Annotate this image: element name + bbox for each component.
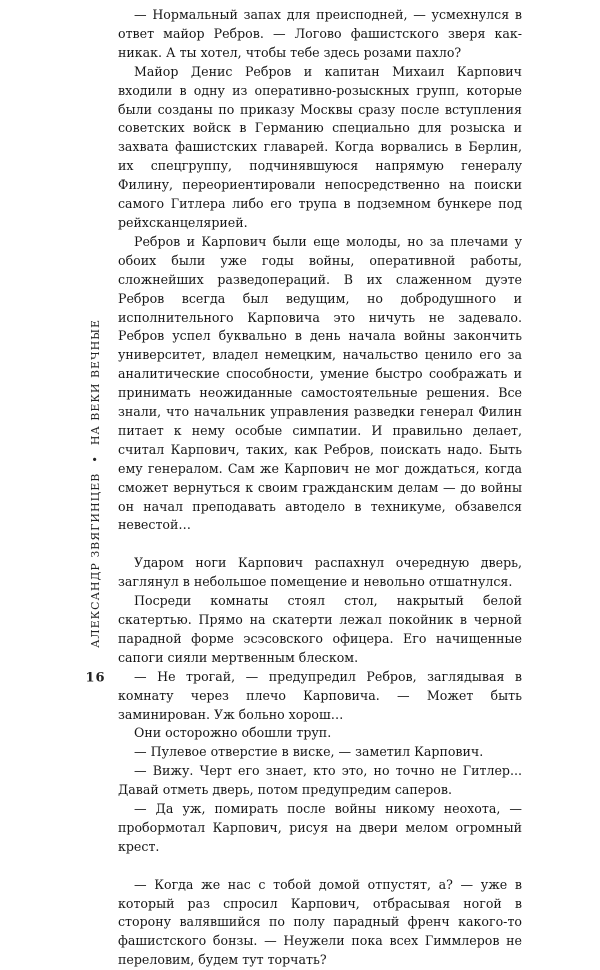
- running-header: [84, 18, 106, 688]
- paragraph: — Пулевое отверстие в виске, — заметил Карпович.: [134, 744, 484, 760]
- body-text: [118, 6, 522, 970]
- paragraph: — Вижу. Черт его знает, кто это, но точно не Гитлер... Давай отметь дверь, потом предупредим саперов.: [118, 763, 522, 798]
- paragraph: Посреди комнаты стоял стол, накрытый белой скатертью. Прямо на скатерти лежал покойник в черной парадной форме эсэсовского офицера. Его начищенные сапоги сияли мертвенным блеском.: [118, 593, 522, 665]
- book-title: НА ВЕКИ ВЕЧНЫЕ: [88, 318, 102, 446]
- paragraph: — Когда же нас с тобой домой отпустят, а? — уже в который раз спросил Карпович, отбрасывая ногой в сторону валявшийся по полу парадный френч какого-то фашистского бонзы. — Неужели пока всех Гиммлеров не переловим, будем тут торчать?: [118, 876, 522, 968]
- paragraph: — Не трогай, — предупредил Ребров, заглядывая в комнату через плечо Карповича. — Может быть заминирован. Уж больно хорош…: [118, 668, 522, 722]
- page-number: 16: [84, 670, 106, 686]
- paragraph: Они осторожно обошли труп.: [134, 725, 332, 741]
- paragraph: Ударом ноги Карпович распахнул очередную дверь, заглянул в небольшое помещение и невольно отшатнулся.: [118, 555, 522, 590]
- paragraph: Ребров и Карпович были еще молоды, но за плечами у обоих были уже годы войны, оперативной работы, сложнейших разведопераций. В их слаженном дуэте Ребров всегда был ведущим, но добродушного и исполнительного Карповича это ничуть не задевало. Ребров успел буквально в день начала войны закончить университет, владел немецким, начальство ценило его за аналитические способности, умение быстро соображать и принимать неожиданные самостоятельные решения. Все знали, что начальник управления разведки генерал Филин питает к нему особые симпатии. И правильно делает, считал Карпович, таких, как Ребров, поискать надо. Быть ему генералом. Сам же Карпович не мог дождаться, когда сможет вернуться к своим гражданским делам — до войны он начал преподавать автодело в техникуме, обзавелся невестой…: [118, 233, 522, 533]
- paragraph: Майор Денис Ребров и капитан Михаил Карпович входили в одну из оперативно-розыскных групп, которые были созданы по приказу Москвы сразу после вступления советских войск в Германию специально для розыска и захвата фашистских главарей. Когда ворвались в Берлин, их спецгруппу, подчинявшуюся напрямую генералу Филину, переориентировали непосредственно на поиски самого Гитлера либо его трупа в подземном бункере под рейхсканцелярией.: [118, 63, 522, 230]
- paragraph: — Нормальный запах для преисподней, — усмехнулся в ответ майор Ребров. — Логово фашистского зверя как-никак. А ты хотел, чтобы тебе здесь розами пахло?: [118, 7, 522, 60]
- header-separator: •: [88, 455, 102, 463]
- paragraph: — Да уж, помирать после войны никому неохота, — пробормотал Карпович, рисуя на двери мелом огромный крест.: [118, 801, 522, 854]
- author-name: АЛЕКСАНДР ЗВЯГИНЦЕВ: [88, 472, 102, 648]
